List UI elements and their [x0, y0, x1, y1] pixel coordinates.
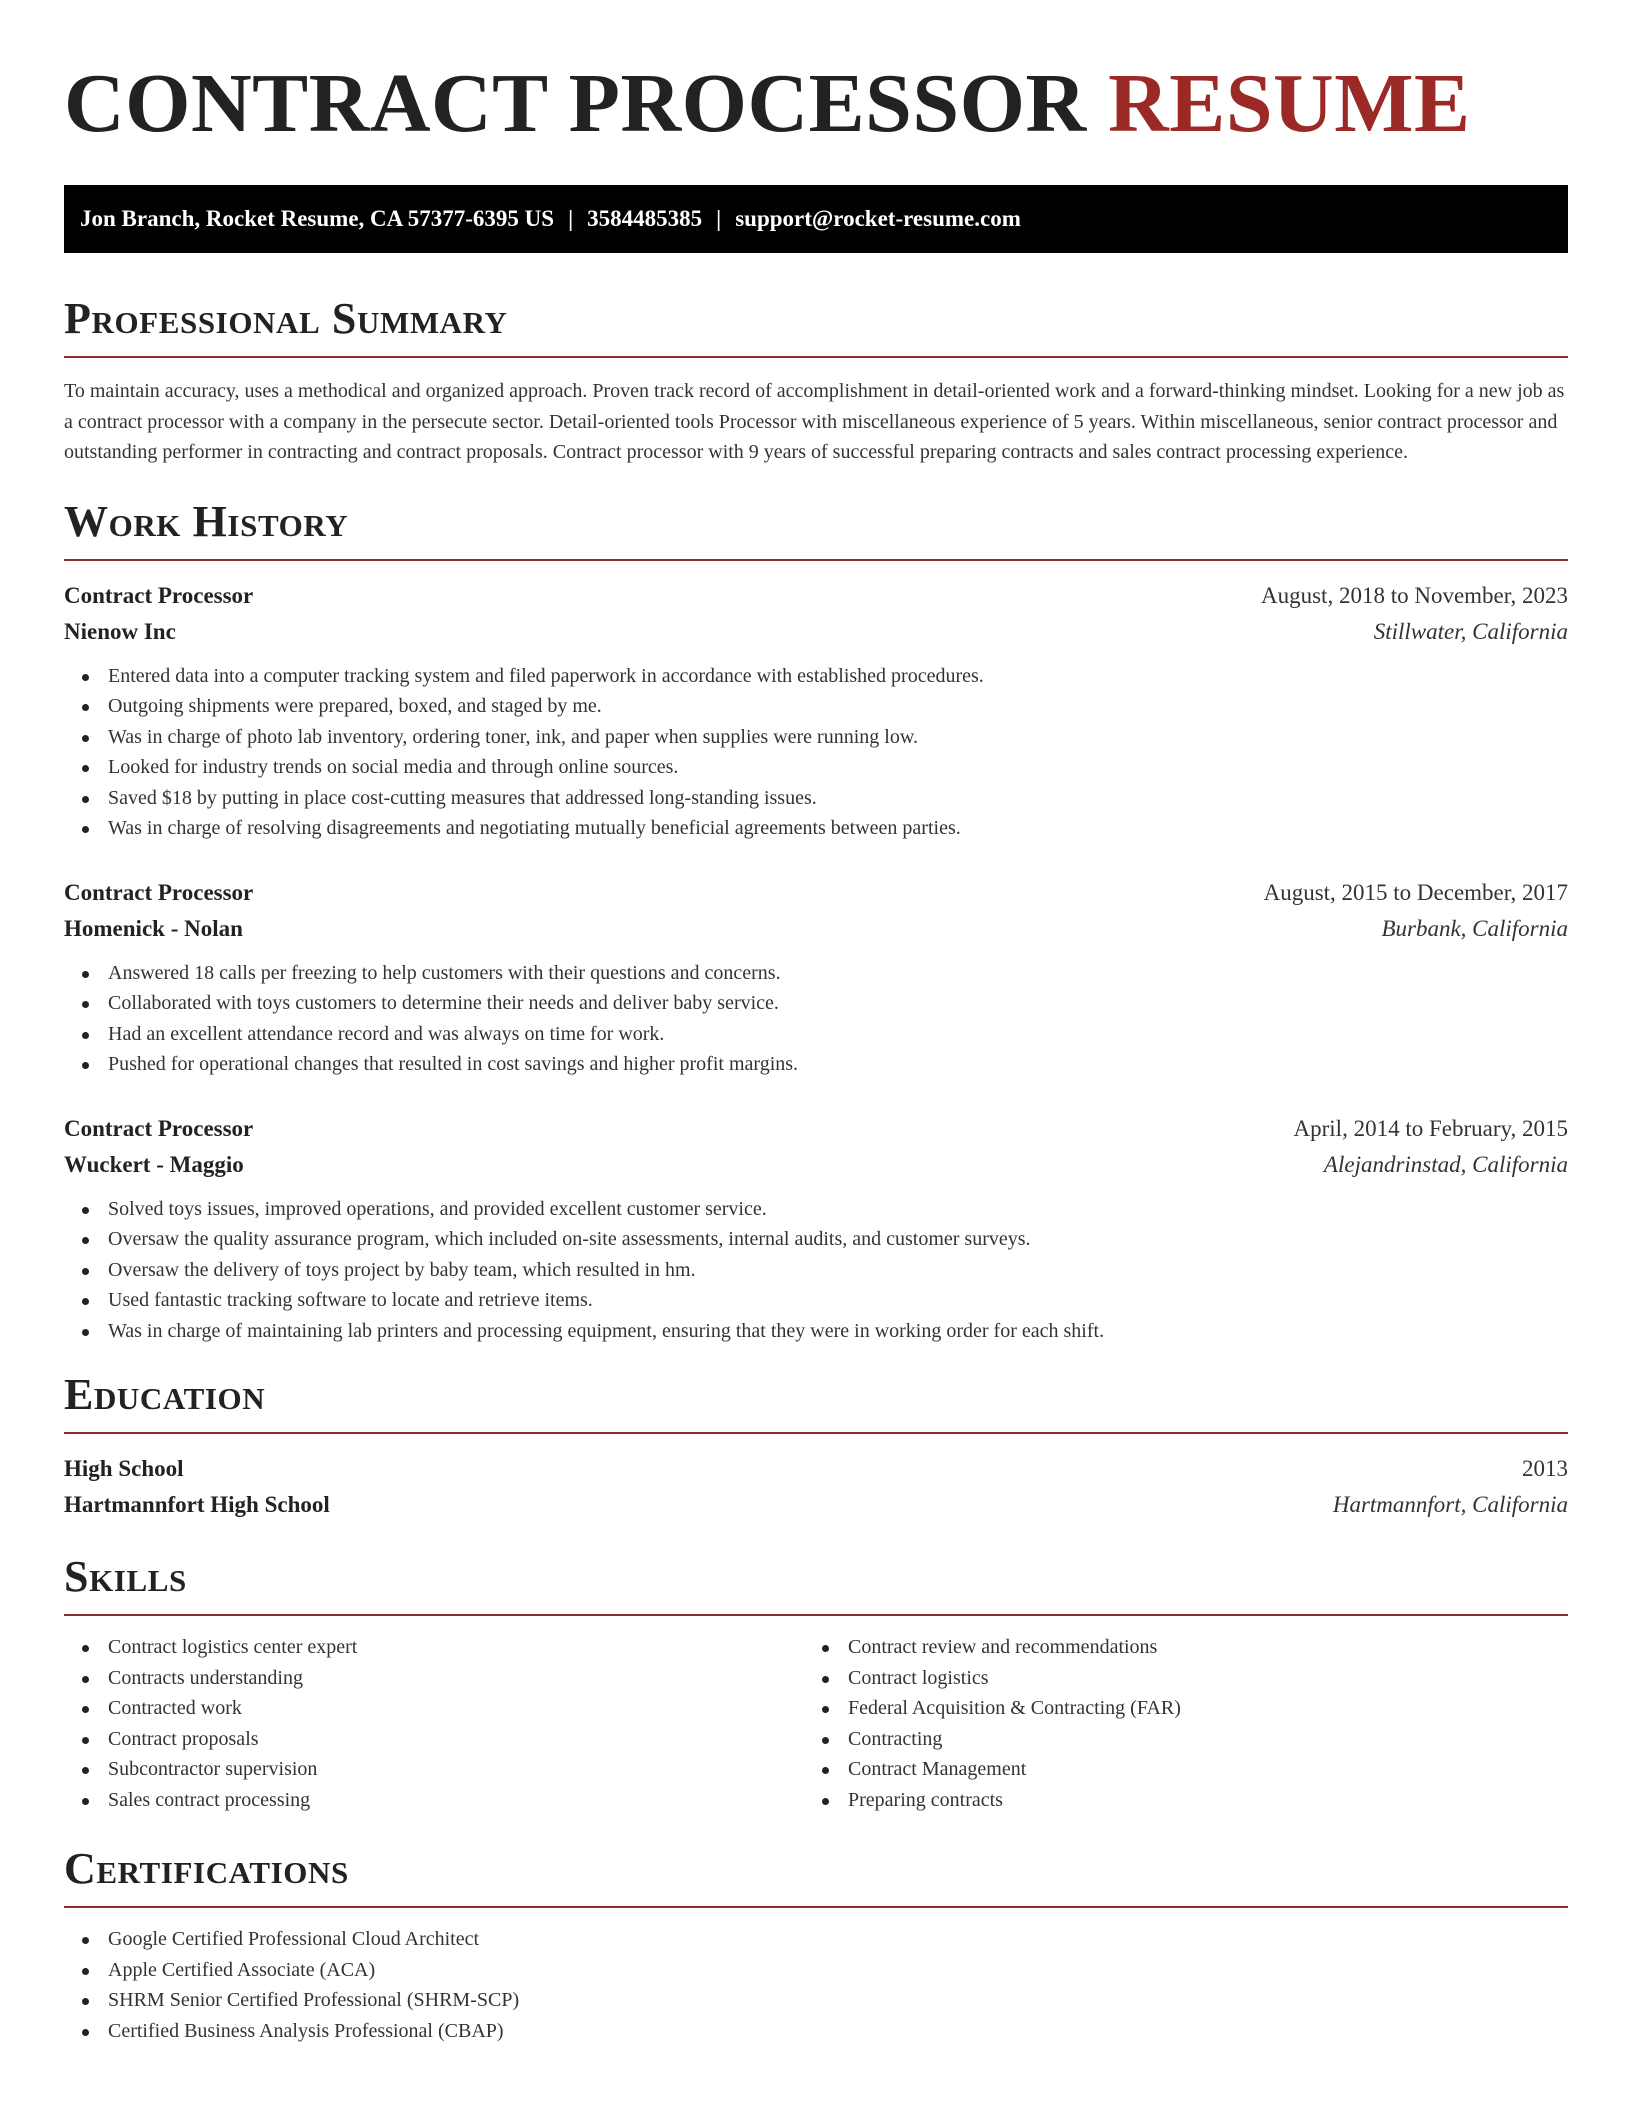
- resume-title-accent: RESUME: [1108, 57, 1471, 150]
- job-location: Stillwater, California: [1373, 618, 1568, 644]
- section-divider: [64, 356, 1568, 358]
- job-bullet: Oversaw the quality assurance program, which included on-site assessments, internal audits, and customer surveys.: [64, 1224, 1568, 1255]
- skill-item: Contract logistics center expert: [64, 1632, 804, 1663]
- job-entry: [64, 875, 1568, 1080]
- job-bullet: Was in charge of resolving disagreements and negotiating mutually beneficial agreements between parties.: [64, 813, 1568, 844]
- certification-item: Google Certified Professional Cloud Architect: [64, 1924, 1568, 1955]
- job-company-row: [64, 614, 1568, 650]
- education-section: [64, 1370, 1568, 1523]
- job-company: Nienow Inc: [64, 618, 176, 644]
- job-company-row: [64, 1147, 1568, 1183]
- job-entry: [64, 578, 1568, 844]
- job-bullet: Solved toys issues, improved operations, and provided excellent customer service.: [64, 1194, 1568, 1225]
- contact-phone: 3584485385: [587, 206, 703, 231]
- job-dates: August, 2018 to November, 2023: [1261, 582, 1568, 608]
- skills-section: [64, 1552, 1568, 1815]
- skill-item: Contracted work: [64, 1693, 804, 1724]
- job-bullets: [64, 661, 1568, 844]
- certifications-heading: Certifications: [64, 1844, 349, 1893]
- job-bullet: Looked for industry trends on social media and through online sources.: [64, 752, 1568, 783]
- skill-item: Contract logistics: [804, 1663, 1568, 1694]
- job-bullet: Was in charge of maintaining lab printers and processing equipment, ensuring that they were in working order for each shift.: [64, 1316, 1568, 1347]
- certifications-list: [64, 1924, 1568, 2046]
- job-bullets: [64, 958, 1568, 1080]
- job-bullet: Oversaw the delivery of toys project by baby team, which resulted in hm.: [64, 1255, 1568, 1286]
- certification-item: Apple Certified Associate (ACA): [64, 1955, 1568, 1986]
- resume-title: [64, 56, 1568, 152]
- skill-item: Subcontractor supervision: [64, 1754, 804, 1785]
- education-year: 2013: [1522, 1456, 1568, 1481]
- job-bullet: Answered 18 calls per freezing to help customers with their questions and concerns.: [64, 958, 1568, 989]
- job-bullet: Used fantastic tracking software to locate and retrieve items.: [64, 1285, 1568, 1316]
- summary-text: To maintain accuracy, uses a methodical and organized approach. Proven track record of accomplishment in detail-oriented work and a forward-thinking mindset. Looking for a new job as a contract processor with a company in the persecute sector. Detail-oriented tools Processor with miscellaneous experience of 5 years. Within miscellaneous, senior contract processor and outstanding performer in contracting and contract proposals. Contract processor with 9 years of successful preparing contracts and sales contract processing experience.: [64, 380, 1565, 463]
- certification-item: Certified Business Analysis Professional (CBAP): [64, 2016, 1568, 2047]
- education-school-row: [64, 1487, 1568, 1523]
- contact-bar: [64, 185, 1568, 253]
- education-degree: High School: [64, 1456, 184, 1481]
- job-location: Alejandrinstad, California: [1323, 1151, 1568, 1177]
- job-header-row: [64, 875, 1568, 911]
- certification-item: SHRM Senior Certified Professional (SHRM-SCP): [64, 1985, 1568, 2016]
- job-entry: [64, 1111, 1568, 1347]
- job-company-row: [64, 911, 1568, 947]
- skills-grid: [64, 1632, 1568, 1815]
- education-location: Hartmannfort, California: [1332, 1492, 1568, 1517]
- skills-column-left: [64, 1632, 804, 1815]
- skill-item: Sales contract processing: [64, 1785, 804, 1816]
- work-history-section: [64, 497, 1568, 1347]
- education-school: Hartmannfort High School: [64, 1492, 330, 1517]
- job-company: Wuckert - Maggio: [64, 1151, 244, 1177]
- job-header-row: [64, 1111, 1568, 1147]
- contact-separator: |: [716, 206, 722, 231]
- job-bullet: Outgoing shipments were prepared, boxed, and staged by me.: [64, 691, 1568, 722]
- resume-title-main: CONTRACT PROCESSOR: [64, 57, 1087, 150]
- contact-address: Jon Branch, Rocket Resume, CA 57377-6395 US: [80, 206, 555, 231]
- education-entry: [64, 1451, 1568, 1523]
- job-title: Contract Processor: [64, 1115, 254, 1141]
- education-degree-row: [64, 1451, 1568, 1487]
- job-dates: April, 2014 to February, 2015: [1293, 1115, 1568, 1141]
- summary-heading: Professional Summary: [64, 294, 508, 343]
- job-title: Contract Processor: [64, 582, 254, 608]
- job-company: Homenick - Nolan: [64, 915, 243, 941]
- education-heading: Education: [64, 1370, 266, 1419]
- section-divider: [64, 559, 1568, 561]
- job-bullet: Was in charge of photo lab inventory, ordering toner, ink, and paper when supplies were running low.: [64, 722, 1568, 753]
- skill-item: Contract Management: [804, 1754, 1568, 1785]
- skill-item: Contracting: [804, 1724, 1568, 1755]
- section-divider: [64, 1432, 1568, 1434]
- skill-item: Preparing contracts: [804, 1785, 1568, 1816]
- job-bullet: Collaborated with toys customers to determine their needs and deliver baby service.: [64, 988, 1568, 1019]
- job-header-row: [64, 578, 1568, 614]
- skill-item: Contract proposals: [64, 1724, 804, 1755]
- job-dates: August, 2015 to December, 2017: [1263, 879, 1568, 905]
- job-title: Contract Processor: [64, 879, 254, 905]
- skill-item: Contract review and recommendations: [804, 1632, 1568, 1663]
- section-divider: [64, 1614, 1568, 1616]
- job-bullet: Entered data into a computer tracking system and filed paperwork in accordance with established procedures.: [64, 661, 1568, 692]
- job-bullet: Pushed for operational changes that resulted in cost savings and higher profit margins.: [64, 1049, 1568, 1080]
- skill-item: Federal Acquisition & Contracting (FAR): [804, 1693, 1568, 1724]
- contact-email: support@rocket-resume.com: [735, 206, 1021, 231]
- summary-section: [64, 294, 1568, 468]
- job-bullet: Had an excellent attendance record and was always on time for work.: [64, 1019, 1568, 1050]
- certifications-section: [64, 1844, 1568, 2046]
- job-bullet: Saved $18 by putting in place cost-cutting measures that addressed long-standing issues.: [64, 783, 1568, 814]
- job-bullets: [64, 1194, 1568, 1347]
- job-location: Burbank, California: [1381, 915, 1568, 941]
- section-divider: [64, 1906, 1568, 1908]
- skills-column-right: [804, 1632, 1568, 1815]
- work-history-heading: Work History: [64, 496, 349, 546]
- skill-item: Contracts understanding: [64, 1663, 804, 1694]
- contact-separator: |: [568, 206, 574, 231]
- skills-heading: Skills: [64, 1552, 187, 1601]
